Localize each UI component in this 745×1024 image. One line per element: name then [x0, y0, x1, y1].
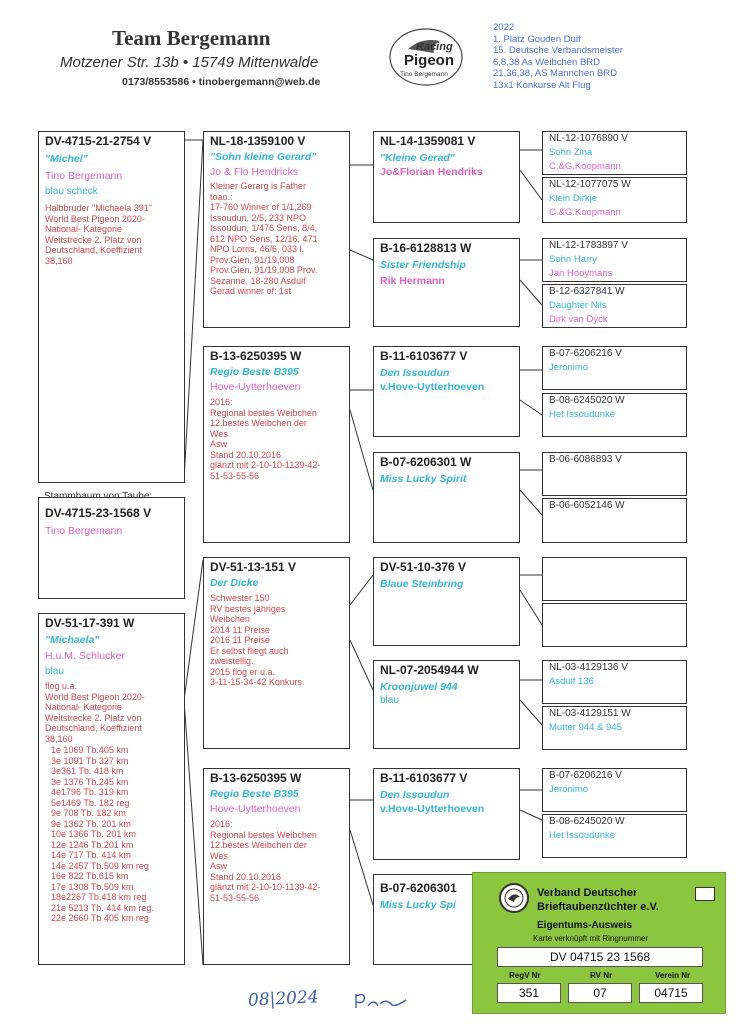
- card-verein-value: 04715: [654, 986, 688, 1000]
- card-ring-field: [497, 947, 703, 967]
- pigeon-notes: Halbbruder "Michaela 391" World Best Pigeon 2020- National- Kategorie Weitstrecke 2. Platz von Deutschland, Koeffizient 38,160: [45, 203, 152, 266]
- result-line: 3e 1091 Tb 327 km: [51, 755, 129, 766]
- gen4-box-8: [542, 498, 687, 543]
- owner: Jo & Flo Hendricks: [210, 166, 299, 178]
- card-rv-value: 07: [593, 986, 607, 1000]
- pigeon-name: Den Issoudun: [380, 789, 450, 801]
- pigeon-color: blau scheck: [45, 186, 98, 197]
- pigeon-name: Miss Lucky Spirit: [380, 473, 467, 485]
- pigeon-name: Asduif 136: [549, 676, 594, 687]
- gen4-box-10: [542, 603, 687, 647]
- ring-number: NL-03-4129136 V: [549, 662, 628, 673]
- card-org-line-2: Brieftaubenzüchter e.V.: [537, 901, 659, 913]
- result-line: 22e 2660 Tb 405 km reg: [51, 913, 149, 923]
- gen4-box-3: [542, 238, 687, 282]
- result-line: 14e 717 Tb. 414 km: [51, 850, 131, 860]
- gen3-box-6: [373, 660, 520, 749]
- pigeon-color: blau: [380, 695, 399, 706]
- gen3-box-4: [373, 452, 520, 543]
- pigeon-notes: Schwester 150 RV bestes jähriges Weibchen 2014 11 Preise 2016 11 Preise Er selbst fliegt auch zweistellig. 2015 flog er u.a. 3-11-15-34-42 Konkurs.: [210, 593, 305, 687]
- pigeon-name: Blaue Steinbring: [380, 578, 464, 590]
- result-line: 16e 822 Tb.615 km: [51, 871, 129, 881]
- card-ring-number: DV 04715 23 1568: [549, 950, 651, 964]
- card-regv-field: [497, 983, 561, 1003]
- owner: v.Hove-Uytterhoeven: [380, 381, 485, 393]
- ring-number: NL-07-2054944 W: [380, 663, 479, 677]
- dam-sire-box: [203, 557, 350, 749]
- card-flag-icon: [695, 887, 715, 901]
- achievement-line: 21,36,38, AS Mannchen BRD: [493, 68, 618, 79]
- gen4-box-2: [542, 177, 687, 223]
- card-col1-header: RegV Nr: [509, 971, 541, 980]
- ring-number: NL-12-1077075 W: [549, 179, 631, 190]
- owner: H.u.M. Schlucker: [45, 650, 125, 662]
- ring-number: B-13-6250395 W: [210, 349, 302, 363]
- ring-number: B-11-6103677 V: [380, 349, 468, 363]
- gen4-box-11: [542, 660, 687, 704]
- pigeon-name: Kroonjuwel 944: [380, 681, 458, 693]
- result-line: 3e 1376 Tb.245 km: [51, 776, 129, 787]
- ring-number: NL-18-1359100 V: [210, 134, 306, 148]
- result-line: 21e 5213 Tb. 414 km reg.: [51, 902, 154, 913]
- card-verein-field: [639, 983, 703, 1003]
- pigeon-name: Den Issoudun: [380, 367, 450, 379]
- owner: Hove-Uytterhoeven: [210, 381, 301, 393]
- gen4-box-1: [542, 131, 687, 175]
- pigeon-name: Sister Friendship: [380, 259, 466, 271]
- ring-number: B-06-6052146 W: [549, 500, 625, 511]
- owner: Jo&Florian Hendriks: [380, 166, 483, 178]
- handwritten-signature: [352, 988, 412, 1017]
- gen3-box-7: [373, 768, 520, 860]
- pigeon-color: blau: [45, 666, 64, 677]
- sire-dam-box: [203, 346, 350, 543]
- pigeon-notes: Kleiner Gerarg is Father toao.: 17-760 Winner of 1/1,269 Issoudun, 2/5, 233 NPO Issoudun, 1/476 Sens, 8/4, 612 NPO Sens, 12/16, 471 NPO Lorris, 46/6, 033 l. Prov.Gien, 91/19,008 Prov.Gien, 91/19,008 Prov. Sezanne, 18-280 Asduif Gerad winner of: 1st: [210, 181, 318, 296]
- result-line: 14e 2457 Tb.509 km reg: [51, 860, 149, 871]
- gen3-box-1: [373, 131, 520, 223]
- pigeon-name: Regio Beste B395: [210, 788, 299, 800]
- ring-number: B-11-6103677 V: [380, 771, 468, 785]
- ring-number: B-07-6206301 W: [380, 455, 472, 469]
- result-line: 9e 708 Tb. 182 km: [51, 808, 126, 818]
- handwritten-date: 08|2024: [247, 987, 320, 1011]
- ring-number: B-08-6245020 W: [549, 816, 625, 827]
- owner: Tino Bergemann: [45, 170, 123, 182]
- ring-number: DV-51-13-151 V: [210, 560, 297, 574]
- result-line: 4e1796 Tb. 319 km: [51, 787, 129, 797]
- owner: C.&G.Koopmann: [549, 161, 621, 172]
- subject-pigeon-box: [38, 131, 185, 483]
- achievement-line: 6,8,38 As Weibchen BRD: [493, 56, 601, 68]
- gen4-box-4: [542, 284, 687, 328]
- ring-number: B-12-6327841 W: [549, 286, 625, 297]
- achievement-line: 1. Platz Gouden Duif: [493, 33, 581, 45]
- pigeon-name: Jeronimo: [549, 784, 589, 795]
- card-subtitle: Karte verknüpft mit Ringnummer: [533, 934, 649, 943]
- card-col2-header: RV Nr: [590, 971, 613, 980]
- ring-number: B-07-6206216 V: [549, 348, 622, 359]
- owner: Tino Bergemann: [45, 525, 123, 537]
- pigeon-name: "Michel": [45, 153, 88, 165]
- owner: Dirk van Dyck: [549, 314, 608, 325]
- result-line: 3e361 Tb. 418 km: [51, 766, 124, 776]
- pigeon-name: Regio Beste B395: [210, 366, 299, 378]
- ring-number: DV-51-17-391 W: [45, 616, 135, 630]
- ring-number: NL-12-1783897 V: [549, 240, 628, 251]
- gen4-box-5: [542, 346, 687, 390]
- sire-box: [203, 131, 350, 328]
- pigeon-name: Daughter Nils: [549, 300, 607, 311]
- achievement-line: 13x1 Konkurse Alt Flug: [493, 79, 591, 91]
- card-rv-field: [568, 983, 632, 1003]
- card-title: Eigentums-Ausweis: [537, 920, 633, 931]
- achievement-line: 2022: [493, 22, 515, 33]
- pigeon-name: Der Dicke: [210, 577, 259, 589]
- ownership-card: [472, 872, 726, 1014]
- ring-number: B-13-6250395 W: [210, 771, 302, 785]
- card-seal-icon: [499, 883, 529, 913]
- card-org-line-1: Verband Deutscher: [537, 887, 638, 899]
- ring-number: NL-03-4129151 W: [549, 708, 631, 719]
- gen4-box-14: [542, 814, 687, 858]
- result-line: 5e1469 Tb. 182 reg: [51, 797, 130, 808]
- ring-number: DV-4715-23-1568 V: [45, 506, 152, 520]
- result-line: 17e 1308 Tb.509 km: [51, 881, 134, 892]
- gen3-box-2: [373, 238, 520, 327]
- ring-number: DV-51-10-376 V: [380, 560, 467, 574]
- pigeon-name: Jeronimo: [549, 362, 589, 373]
- owner: Jan Hooymans: [549, 268, 613, 279]
- stammbaum-box: [38, 497, 185, 599]
- gen3-box-3: [373, 346, 520, 437]
- card-regv-value: 351: [518, 986, 540, 1000]
- gen3-box-5: [373, 557, 520, 646]
- ring-number: B-06-6086893 V: [549, 454, 622, 465]
- results-list: [51, 745, 178, 924]
- ring-number: B-07-6206216 V: [549, 770, 622, 781]
- logo-main-text: Pigeon: [404, 52, 455, 69]
- pigeon-notes: 2016: Regional bestes Weibchen 12.bestes Weibchen der Wes Asw Stand 20.10.2016 glänzt mit 2-10-10-1139-42- 51-53-55-56: [210, 819, 321, 903]
- pigeon-name: "Sohn kleine Gerard": [210, 151, 317, 163]
- pigeon-name: Sohn Harry: [549, 254, 598, 265]
- dam-dam-box: [203, 768, 350, 965]
- pigeon-name: Sohn Zina: [549, 147, 593, 158]
- pigeon-name: Klein Dirkje: [549, 193, 598, 204]
- owner: C.&G.Koopmann: [549, 207, 621, 218]
- result-line: 9e 1362 Tb. 201 km: [51, 818, 131, 829]
- gen4-box-12: [542, 706, 687, 750]
- ring-number: B-08-6245020 W: [549, 395, 625, 406]
- pigeon-name: Mutter 944 & 945: [549, 722, 622, 733]
- pigeon-name: Het Issoudunke: [549, 409, 616, 420]
- gen4-box-13: [542, 768, 687, 812]
- address: Motzener Str. 13b • 15749 Mittenwalde: [60, 54, 319, 71]
- result-line: 10e 1366 Tb. 201 km: [51, 829, 136, 839]
- owner: v.Hove-Uytterhoeven: [380, 803, 485, 815]
- owner: Rik Hermann: [380, 275, 445, 287]
- ring-number: B-07-6206301: [380, 881, 457, 895]
- gen4-box-7: [542, 452, 687, 496]
- result-line: 12e 1246 Tb.201 km: [51, 839, 134, 850]
- logo-sub-text: Tino Bergemann: [400, 71, 448, 78]
- card-col3-header: Verein Nr: [655, 971, 691, 980]
- contact: 0173/8553586 • tinobergemann@web.de: [122, 76, 321, 88]
- pigeon-notes: 2016: Regional bestes Weibchen 12.bestes Weibchen der Wes Asw Stand 20.10.2016 glänzt mit 2-10-10-1139-42- 51-53-55-56: [210, 397, 321, 481]
- ring-number: NL-14-1359081 V: [380, 134, 476, 148]
- pigeon-name: Miss Lucky Spi: [380, 899, 456, 911]
- achievement-line: 15. Deutsche Verbandsmeister: [493, 45, 623, 56]
- ring-number: B-16-6128813 W: [380, 241, 472, 255]
- logo-top-text: Racing: [416, 41, 453, 53]
- gen4-box-6: [542, 393, 687, 437]
- ring-number: NL-12-1076890 V: [549, 133, 628, 144]
- owner: Hove-Uytterhoeven: [210, 803, 301, 815]
- pigeon-name: Het Issoudunke: [549, 830, 616, 841]
- gen4-box-9: [542, 557, 687, 601]
- result-line: 1e 1069 Tb.405 km: [51, 745, 129, 755]
- pigeon-notes: flog u.a. World Best Pigeon 2020- National- Kategorie Weitstrecke 2. Platz von Deutschland, Koeffizient 38,160: [45, 681, 145, 744]
- pigeon-name: "Kleine Gerad": [380, 152, 455, 164]
- team-title: Team Bergemann: [112, 26, 271, 50]
- result-line: 18e2267 Tb.418 km reg: [51, 892, 147, 902]
- dam-box: [38, 613, 185, 965]
- pigeon-name: "Michaela": [45, 634, 100, 646]
- ring-number: DV-4715-21-2754 V: [45, 134, 152, 148]
